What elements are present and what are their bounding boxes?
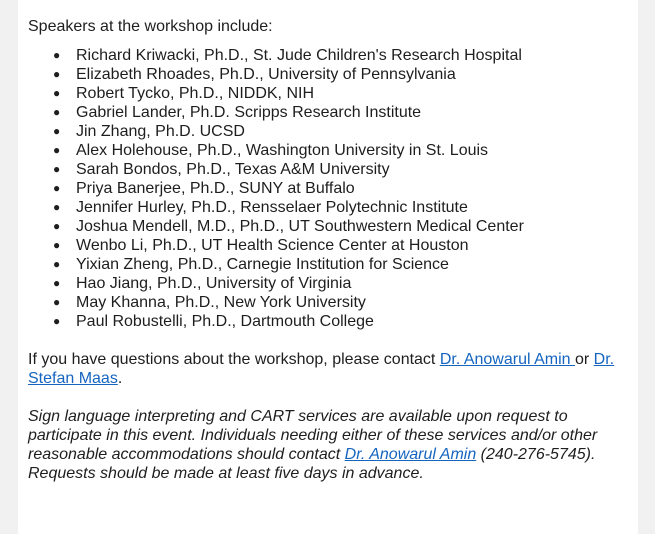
list-item — [53, 65, 628, 84]
bullet-icon: ● — [53, 276, 61, 290]
bullet-icon: ● — [53, 86, 61, 100]
bullet-icon: ● — [53, 67, 61, 81]
list-item — [53, 46, 628, 65]
list-item — [53, 217, 628, 236]
bullet-icon: ● — [53, 257, 61, 271]
bullet-icon: ● — [53, 295, 61, 309]
bullet-icon: ● — [53, 219, 61, 233]
bullet-icon: ● — [53, 314, 61, 328]
speaker-name: Richard Kriwacki, Ph.D., St. Jude Children's Research Hospital — [76, 47, 522, 64]
speaker-name: Hao Jiang, Ph.D., University of Virginia — [76, 275, 352, 292]
list-item — [53, 312, 628, 331]
speaker-list — [28, 46, 628, 331]
bullet-icon: ● — [53, 105, 61, 119]
speaker-name: Wenbo Li, Ph.D., UT Health Science Center at Houston — [76, 237, 469, 254]
speaker-name: Sarah Bondos, Ph.D., Texas A&M University — [76, 161, 390, 178]
list-item — [53, 84, 628, 103]
bullet-icon: ● — [53, 48, 61, 62]
list-item — [53, 255, 628, 274]
contact-link-stefan-maas[interactable]: Dr. Stefan Maas — [28, 351, 615, 387]
list-item — [53, 274, 628, 293]
accommodation-link-anowarul-amin[interactable]: Dr. Anowarul Amin — [344, 446, 477, 463]
accommodation-paragraph — [28, 407, 628, 483]
content-panel — [18, 0, 638, 534]
speaker-name: Yixian Zheng, Ph.D., Carnegie Institution for Science — [76, 256, 449, 273]
bullet-icon: ● — [53, 124, 61, 138]
bullet-icon: ● — [53, 162, 61, 176]
speaker-name: May Khanna, Ph.D., New York University — [76, 294, 366, 311]
speaker-name: Jennifer Hurley, Ph.D., Rensselaer Polytechnic Institute — [76, 199, 468, 216]
speaker-name: Robert Tycko, Ph.D., NIDDK, NIH — [76, 85, 314, 102]
list-item — [53, 293, 628, 312]
contact-middle: or — [575, 351, 594, 368]
contact-suffix: . — [117, 370, 123, 387]
list-item — [53, 198, 628, 217]
bullet-icon: ● — [53, 200, 61, 214]
speaker-name: Elizabeth Rhoades, Ph.D., University of Pennsylvania — [76, 66, 456, 83]
bullet-icon: ● — [53, 143, 61, 157]
contact-paragraph — [28, 350, 628, 388]
speaker-name: Joshua Mendell, M.D., Ph.D., UT Southwestern Medical Center — [76, 218, 524, 235]
speaker-name: Alex Holehouse, Ph.D., Washington University in St. Louis — [76, 142, 489, 159]
accommodation-prefix: Sign language interpreting and CART services are available upon request to participate in this event. Individuals needing either of these services and/or other reasonable accommodations should contact — [28, 408, 598, 463]
list-item — [53, 179, 628, 198]
accommodation-suffix: (240-276-5745). Requests should be made at least five days in advance. — [28, 446, 596, 482]
list-item — [53, 236, 628, 255]
contact-link-anowarul-amin[interactable]: Dr. Anowarul Amin — [439, 351, 575, 368]
contact-prefix: If you have questions about the workshop, please contact — [28, 351, 440, 368]
list-item — [53, 122, 628, 141]
bullet-icon: ● — [53, 181, 61, 195]
speaker-name: Paul Robustelli, Ph.D., Dartmouth College — [76, 313, 374, 330]
speaker-name: Priya Banerjee, Ph.D., SUNY at Buffalo — [76, 180, 355, 197]
list-item — [53, 141, 628, 160]
speaker-name: Jin Zhang, Ph.D. UCSD — [76, 123, 245, 140]
bullet-icon: ● — [53, 238, 61, 252]
list-item — [53, 103, 628, 122]
list-item — [53, 160, 628, 179]
speakers-intro: Speakers at the workshop include: — [28, 18, 273, 35]
speaker-name: Gabriel Lander, Ph.D. Scripps Research Institute — [76, 104, 422, 121]
